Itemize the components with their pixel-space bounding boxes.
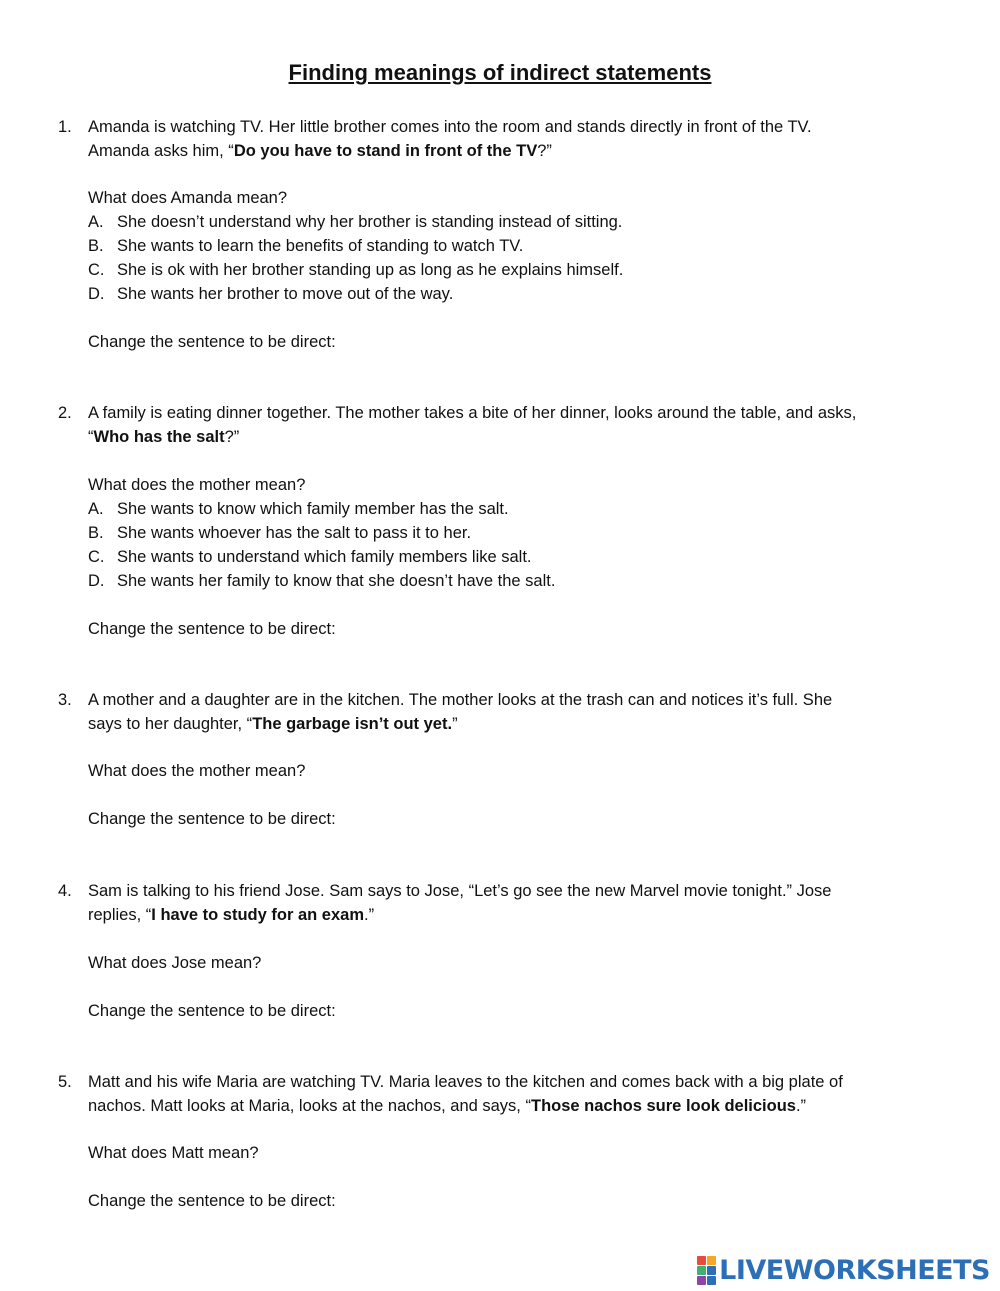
- option-letter: D.: [88, 572, 105, 590]
- question-text: says to her daughter, “The garbage isn’t out yet.”: [88, 715, 458, 733]
- option-text[interactable]: She wants her family to know that she doesn’t have the salt.: [117, 572, 556, 590]
- question-text: A family is eating dinner together. The mother takes a bite of her dinner, looks around the table, and asks,: [88, 404, 857, 422]
- question-text: Sam is talking to his friend Jose. Sam says to Jose, “Let’s go see the new Marvel movie tonight.” Jose: [88, 882, 832, 900]
- option-text[interactable]: She is ok with her brother standing up as long as he explains himself.: [117, 261, 624, 279]
- option-letter: C.: [88, 261, 105, 279]
- option-text[interactable]: She wants to know which family member has the salt.: [117, 500, 509, 518]
- option-letter: A.: [88, 213, 104, 231]
- question-text: replies, “I have to study for an exam.”: [88, 906, 375, 924]
- option-text[interactable]: She wants to understand which family members like salt.: [117, 548, 532, 566]
- question-text: nachos. Matt looks at Maria, looks at the nachos, and says, “Those nachos sure look delicious.”: [88, 1097, 807, 1115]
- question-prompt: What does the mother mean?: [88, 762, 306, 780]
- logo-blocks-icon: [697, 1256, 716, 1285]
- indirect-statement: Who has the salt: [93, 428, 225, 446]
- option-text[interactable]: She wants whoever has the salt to pass it to her.: [117, 524, 472, 542]
- option-text[interactable]: She doesn’t understand why her brother is standing instead of sitting.: [117, 213, 623, 231]
- question-number: 4.: [58, 882, 72, 900]
- question-prompt: What does Jose mean?: [88, 954, 262, 972]
- question-prompt: What does Amanda mean?: [88, 189, 288, 207]
- question-text: “Who has the salt?”: [88, 428, 240, 446]
- question-text: A mother and a daughter are in the kitchen. The mother looks at the trash can and notices it’s full. She: [88, 691, 833, 709]
- option-letter: C.: [88, 548, 105, 566]
- question-prompt: What does the mother mean?: [88, 476, 306, 494]
- question-prompt: What does Matt mean?: [88, 1144, 259, 1162]
- option-letter: B.: [88, 524, 104, 542]
- option-text[interactable]: She wants her brother to move out of the way.: [117, 285, 454, 303]
- change-prompt: Change the sentence to be direct:: [88, 1192, 336, 1210]
- change-prompt: Change the sentence to be direct:: [88, 810, 336, 828]
- question-number: 3.: [58, 691, 72, 709]
- page-title: Finding meanings of indirect statements: [288, 60, 712, 85]
- liveworksheets-logo: [697, 1255, 990, 1285]
- question-text: Matt and his wife Maria are watching TV. Maria leaves to the kitchen and comes back with a big plate of: [88, 1073, 843, 1091]
- option-letter: D.: [88, 285, 105, 303]
- question-number: 2.: [58, 404, 72, 422]
- indirect-statement: I have to study for an exam: [151, 906, 365, 924]
- indirect-statement: Do you have to stand in front of the TV: [233, 142, 538, 160]
- option-text[interactable]: She wants to learn the benefits of standing to watch TV.: [117, 237, 524, 255]
- change-prompt: Change the sentence to be direct:: [88, 620, 336, 638]
- question-number: 5.: [58, 1073, 72, 1091]
- change-prompt: Change the sentence to be direct:: [88, 333, 336, 351]
- logo-text: LIVEWORKSHEETS: [719, 1254, 990, 1286]
- indirect-statement: Those nachos sure look delicious: [530, 1097, 796, 1115]
- option-letter: B.: [88, 237, 104, 255]
- question-text: Amanda is watching TV. Her little brother comes into the room and stands directly in front of the TV.: [88, 118, 812, 136]
- change-prompt: Change the sentence to be direct:: [88, 1002, 336, 1020]
- indirect-statement: The garbage isn’t out yet.: [252, 715, 453, 733]
- option-letter: A.: [88, 500, 104, 518]
- question-number: 1.: [58, 118, 72, 136]
- question-text: Amanda asks him, “Do you have to stand in front of the TV?”: [88, 142, 552, 160]
